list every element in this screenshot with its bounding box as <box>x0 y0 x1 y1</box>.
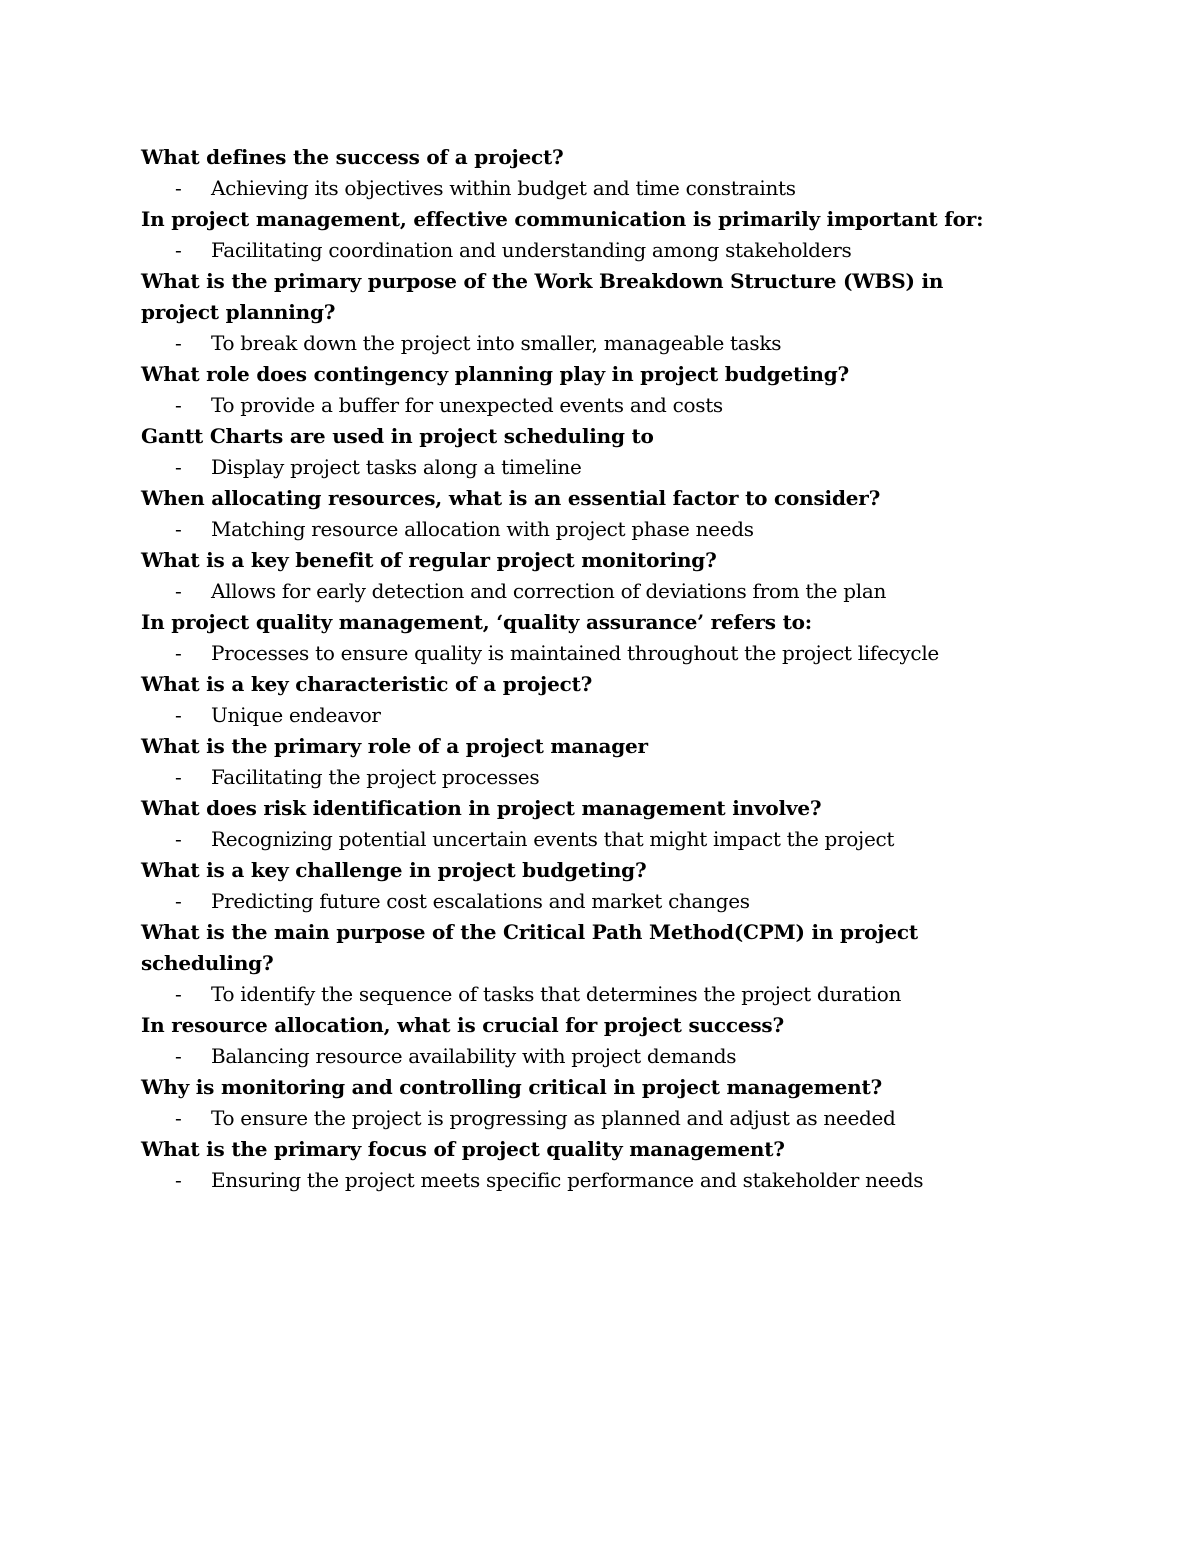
answer-text: To break down the project into smaller, manageable tasks <box>211 331 782 355</box>
answer-text: Predicting future cost escalations and market changes <box>211 889 750 913</box>
question-text: What is the main purpose of the Critical Path Method(CPM) in project scheduling? <box>141 920 918 975</box>
question-text: What is a key characteristic of a project? <box>141 672 593 696</box>
dash-bullet: - <box>175 579 182 603</box>
question-text: What is a key challenge in project budgeting? <box>141 858 647 882</box>
answer-text: Achieving its objectives within budget and time constraints <box>211 176 796 200</box>
qa-item <box>141 731 1021 793</box>
answer-text: Unique endeavor <box>211 703 381 727</box>
qa-list <box>141 142 1021 1196</box>
dash-bullet: - <box>175 517 182 541</box>
question-text: Gantt Charts are used in project scheduling to <box>141 424 654 448</box>
answer-text: To provide a buffer for unexpected events and costs <box>211 393 723 417</box>
dash-bullet: - <box>175 331 182 355</box>
answer-text: Processes to ensure quality is maintained throughout the project lifecycle <box>211 641 939 665</box>
question-text: What does risk identification in project management involve? <box>141 796 822 820</box>
dash-bullet: - <box>175 1168 182 1192</box>
dash-bullet: - <box>175 176 182 200</box>
dash-bullet: - <box>175 393 182 417</box>
question-text: What is the primary focus of project quality management? <box>141 1137 785 1161</box>
qa-item <box>141 421 1021 483</box>
qa-item <box>141 1072 1021 1134</box>
answer-line <box>141 514 1021 545</box>
qa-item <box>141 669 1021 731</box>
answer-line <box>141 1103 1021 1134</box>
answer-text: Ensuring the project meets specific performance and stakeholder needs <box>211 1168 924 1192</box>
answer-text: Display project tasks along a timeline <box>211 455 582 479</box>
answer-line <box>141 824 1021 855</box>
qa-item <box>141 483 1021 545</box>
question-text: In resource allocation, what is crucial for project success? <box>141 1013 784 1037</box>
dash-bullet: - <box>175 703 182 727</box>
dash-bullet: - <box>175 641 182 665</box>
answer-line <box>141 979 1021 1010</box>
qa-item <box>141 359 1021 421</box>
question-text: What role does contingency planning play in project budgeting? <box>141 362 850 386</box>
question-text: When allocating resources, what is an essential factor to consider? <box>141 486 881 510</box>
dash-bullet: - <box>175 455 182 479</box>
dash-bullet: - <box>175 889 182 913</box>
dash-bullet: - <box>175 765 182 789</box>
answer-line <box>141 452 1021 483</box>
answer-text: To ensure the project is progressing as planned and adjust as needed <box>211 1106 896 1130</box>
qa-item <box>141 855 1021 917</box>
question-text: What is the primary role of a project manager <box>141 734 648 758</box>
question-text: In project quality management, ‘quality assurance’ refers to: <box>141 610 812 634</box>
qa-item <box>141 607 1021 669</box>
answer-text: Facilitating the project processes <box>211 765 540 789</box>
question-text: What is a key benefit of regular project monitoring? <box>141 548 717 572</box>
answer-line <box>141 886 1021 917</box>
qa-item <box>141 1010 1021 1072</box>
question-text: What is the primary purpose of the Work Breakdown Structure (WBS) in project planning? <box>141 269 944 324</box>
dash-bullet: - <box>175 827 182 851</box>
dash-bullet: - <box>175 982 182 1006</box>
qa-item <box>141 266 1021 359</box>
question-text: What defines the success of a project? <box>141 145 564 169</box>
answer-text: Balancing resource availability with project demands <box>211 1044 737 1068</box>
dash-bullet: - <box>175 1106 182 1130</box>
qa-item <box>141 545 1021 607</box>
answer-line <box>141 328 1021 359</box>
dash-bullet: - <box>175 238 182 262</box>
qa-item <box>141 917 1021 1010</box>
qa-item <box>141 142 1021 204</box>
qa-item <box>141 204 1021 266</box>
answer-text: Recognizing potential uncertain events that might impact the project <box>211 827 895 851</box>
question-text: Why is monitoring and controlling critical in project management? <box>141 1075 883 1099</box>
answer-text: Matching resource allocation with project phase needs <box>211 517 754 541</box>
answer-line <box>141 390 1021 421</box>
answer-line <box>141 638 1021 669</box>
answer-line <box>141 576 1021 607</box>
answer-line <box>141 1041 1021 1072</box>
dash-bullet: - <box>175 1044 182 1068</box>
qa-item <box>141 793 1021 855</box>
answer-line <box>141 700 1021 731</box>
answer-line <box>141 173 1021 204</box>
qa-item <box>141 1134 1021 1196</box>
answer-text: Allows for early detection and correction of deviations from the plan <box>211 579 887 603</box>
question-text: In project management, effective communication is primarily important for: <box>141 207 984 231</box>
answer-text: Facilitating coordination and understanding among stakeholders <box>211 238 852 262</box>
answer-line <box>141 1165 1021 1196</box>
answer-line <box>141 762 1021 793</box>
answer-line <box>141 235 1021 266</box>
answer-text: To identify the sequence of tasks that determines the project duration <box>211 982 902 1006</box>
